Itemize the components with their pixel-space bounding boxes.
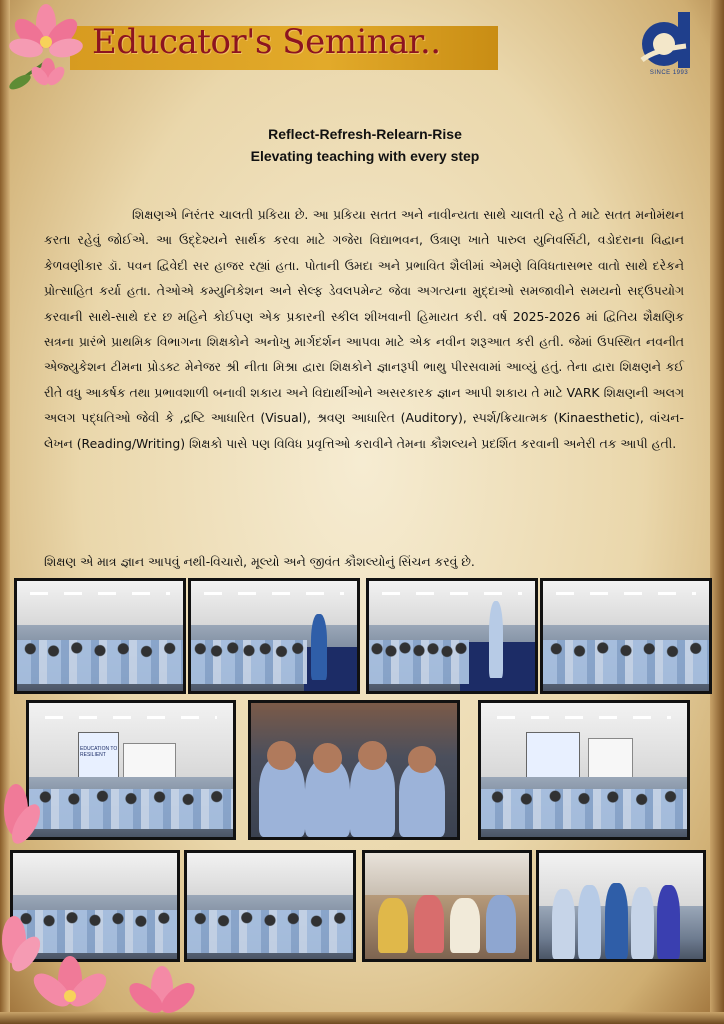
seminar-photo-10 — [362, 850, 532, 962]
seminar-photo-6 — [248, 700, 460, 840]
seminar-photo-3 — [366, 578, 538, 694]
seminar-photo-9 — [184, 850, 356, 962]
subtitle-line-2: Elevating teaching with every step — [250, 148, 480, 164]
seminar-photo-7 — [478, 700, 690, 840]
closing-quote: શિક્ષણ એ માત્ર જ્ઞાન આપવું નથી-વિચારો, મૂલ્યો અને જીવંત કૌશલ્યોનું સિંચન કરવું છે. — [44, 554, 475, 569]
seminar-photo-1 — [14, 578, 186, 694]
page-title: Educator's Seminar.. — [92, 22, 441, 62]
lotus-bud-icon — [28, 54, 68, 94]
lotus-border-bottom-icon — [30, 948, 230, 1024]
article-paragraph: શિક્ષણએ નિરંતર ચાલતી પ્રકિયા છે. આ પ્રકિયા સતત અને નાવીન્યતા સાથે ચાલતી રહે તે માટે સતત મનોમંથન કરતા રહેવું જોઈએ. આ ઉદ્દેશ્યને સાર્થક કરવા માટે ગજેરા વિદ્યાભવન, ઉત્રાણ ખાતે પારુલ યુનિવર્સિટી, વડોદરાના વિદ્વાન કેળવણીકાર ડૉ. પવન દ્વિવેદી સર હાજર રહ્યાં હતા. પોતાની ઉમદા અને પ્રભાવિત શૈલીમાં એમણે વિવિધતાસભર વાતો સાથે દરેકને પ્રોત્સાહિત કર્યા હતા. તેઓએ કમ્યુનિકેશન અને સેલ્ફ ડેવલપમેન્ટ જેવા અગત્યના મુદ્દાઓ સમજાવીને સમયનો સદ્ઉપયોગ કરવાની સાથે-સાથે દર છ મહિને કોઈપણ એક પ્રકારની સ્કીલ શીખવાની હિમાયત કરી. વર્ષ 2025-2026 માં દ્વિતિય શૈક્ષણિક સત્રના પ્રારંભે પ્રાથમિક વિભાગના શિક્ષકોને અનોખુ માર્ગદર્શન આપવા માટે એક નવીન શરૂઆત કરી હતી. જેમાં ઉપસ્થિત નવનીત એજ્યુકેશન ટીમના પ્રોડક્ટ મેનેજર શ્રી નીતા મિશ્રા દ્વારા શિક્ષકોને જ્ઞાનરૂપી ભાથુ પીરસવામાં આવ્યું હતું. તેના દ્વારા શિક્ષણને કઈ રીતે વધુ આકર્ષક તથા પ્રભાવશાળી બનાવી શકાય અને વિદ્યાર્થીઓને અસરકારક જ્ઞાન આપી શકાય તે માટે VARK શિક્ષણની અલગ અલગ પદ્ધતિઓ જેવી કે ,દ્રષ્ટિ આધારિત (Visual), શ્રવણ આધારિત (Auditory), સ્પર્શ/ક્રિયાત્મક (Kinaesthetic), વાંચન-લેખન (Reading/Writing) શિક્ષકો પાસે પણ વિવિધ પ્રવૃત્તિઓ કરાવીને તેમના કૌશલ્યને પ્રદર્શિત કરવાની અનેરી તક આપી હતી. — [44, 207, 684, 451]
event-banner-text: EDUCATION TO RESILIENT — [80, 745, 118, 758]
seminar-photo-11 — [536, 850, 706, 962]
subtitle-line-1: Reflect-Refresh-Relearn-Rise — [268, 126, 462, 142]
seminar-photo-4 — [540, 578, 712, 694]
paper-edge-right — [710, 0, 724, 1024]
logo-since-text: SINCE 1993 — [649, 70, 689, 76]
seminar-photo-5 — [26, 700, 236, 840]
seminar-photo-2 — [188, 578, 360, 694]
